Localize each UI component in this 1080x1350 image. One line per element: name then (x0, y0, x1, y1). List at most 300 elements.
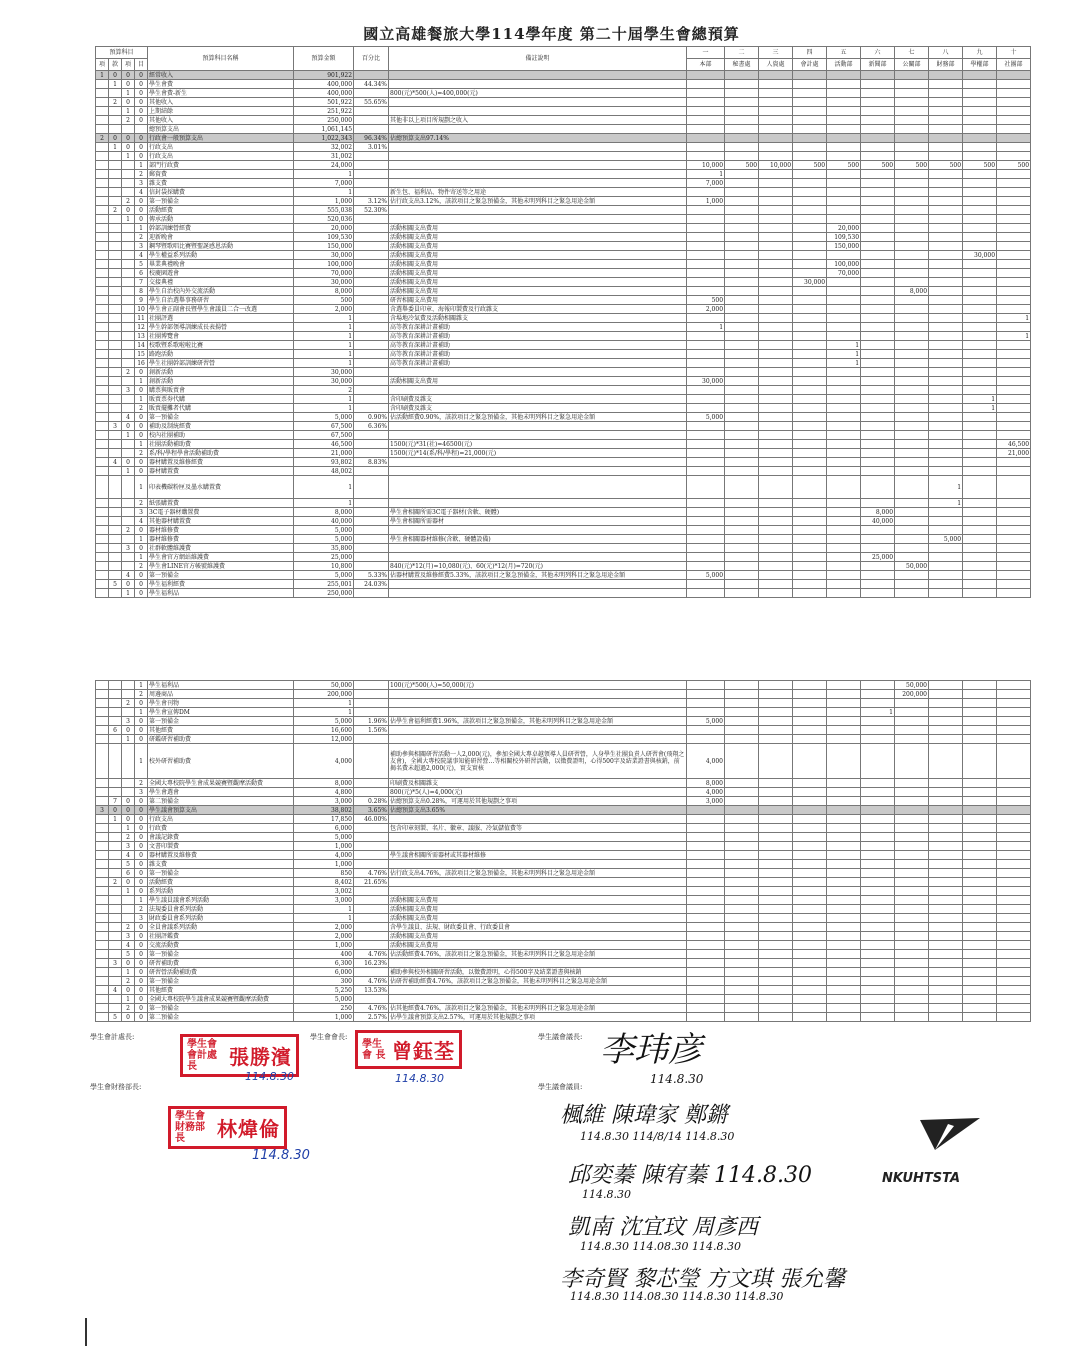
member-line-1: 楓維 陳瑋家 鄭鏘 (560, 1103, 728, 1128)
dept-amount-cell (793, 517, 827, 526)
dept-amount-cell (895, 440, 929, 449)
note-cell: 新生包、福利品、物件寄送等之用途 (389, 188, 687, 197)
dept-amount-cell (687, 395, 725, 404)
code-cell (109, 562, 122, 571)
note-cell: 活動相關支出費用 (389, 224, 687, 233)
dept-amount-cell (827, 717, 861, 726)
note-cell (389, 98, 687, 107)
code-cell: 1 (122, 968, 135, 977)
budget-row (96, 878, 1031, 887)
percent-cell (354, 179, 389, 188)
code-cell: 0 (135, 932, 148, 941)
dept-amount-cell (929, 89, 963, 98)
dept-amount-cell: 8,000 (861, 508, 895, 517)
note-cell (389, 125, 687, 134)
percent-cell (354, 161, 389, 170)
item-name-cell: 學生權益系列活動 (148, 251, 294, 260)
percent-cell (354, 359, 389, 368)
dept-amount-cell: 1 (963, 404, 997, 413)
dept-amount-cell (759, 449, 793, 458)
dept-amount-cell (793, 887, 827, 896)
dept-amount-cell (725, 708, 759, 717)
code-cell (109, 571, 122, 580)
note-cell: 其他非以上項目所規劃之收入 (389, 116, 687, 125)
dept-amount-cell (793, 395, 827, 404)
note-cell (389, 860, 687, 869)
dept-amount-cell (759, 788, 793, 797)
dept-amount-cell (793, 341, 827, 350)
code-cell (122, 914, 135, 923)
dept-amount-cell (759, 995, 793, 1004)
dept-amount-cell (759, 535, 793, 544)
code-cell (96, 941, 109, 950)
code-cell: 0 (122, 986, 135, 995)
code-cell (109, 242, 122, 251)
dept-amount-cell (861, 368, 895, 377)
item-name-cell: 鋼琴暨歌唱比賽暨聖誕感恩活動 (148, 242, 294, 251)
finance-date: 114.8.30 (252, 1148, 310, 1163)
dept-amount-cell (895, 860, 929, 869)
budget-row (96, 833, 1031, 842)
dept-amount-cell (963, 341, 997, 350)
dept-amount-cell (725, 125, 759, 134)
dept-amount-cell (963, 98, 997, 107)
dept-amount-cell (929, 923, 963, 932)
dept-amount-cell (895, 806, 929, 815)
dept-amount-cell (963, 779, 997, 788)
code-cell: 0 (135, 134, 148, 143)
percent-cell (354, 296, 389, 305)
dept-amount-cell (997, 242, 1031, 251)
dept-amount-cell (997, 278, 1031, 287)
dept-amount-cell (861, 296, 895, 305)
dept-amount-cell (929, 726, 963, 735)
budget-row (96, 278, 1031, 287)
code-cell: 0 (135, 368, 148, 377)
code-cell (109, 440, 122, 449)
dept-amount-cell (997, 708, 1031, 717)
percent-header: 百分比 (354, 47, 389, 71)
item-name-cell: 行政會一般預算支出 (148, 134, 294, 143)
dept-amount-cell (895, 413, 929, 422)
amount-cell: 30,000 (294, 377, 354, 386)
dept-amount-cell (861, 350, 895, 359)
dept-amount-cell (759, 977, 793, 986)
dept-amount-cell (861, 377, 895, 386)
dept-amount-cell (725, 260, 759, 269)
code-cell: 3 (122, 842, 135, 851)
dept-amount-cell (929, 580, 963, 589)
note-cell: 佔行政支出4.76%，該款項目之緊急預備金，其他未明列科目之緊急用途金額 (389, 869, 687, 878)
dept-amount-cell (725, 869, 759, 878)
dept-amount-cell (963, 449, 997, 458)
dept-amount-cell (929, 744, 963, 779)
item-name-cell: 其他經費 (148, 726, 294, 735)
dept-amount-cell (759, 296, 793, 305)
dept-amount-cell (827, 571, 861, 580)
budget-row (96, 116, 1031, 125)
dept-amount-cell (895, 314, 929, 323)
code-cell (122, 744, 135, 779)
code-cell: 0 (122, 726, 135, 735)
dept-amount-cell (827, 869, 861, 878)
code-cell: 0 (135, 1013, 148, 1022)
dept-amount-cell (687, 562, 725, 571)
note-header: 備註說明 (389, 47, 687, 71)
dept-amount-cell (793, 458, 827, 467)
code-cell: 0 (135, 544, 148, 553)
dept-amount-cell (963, 197, 997, 206)
percent-cell: 55.65% (354, 98, 389, 107)
item-name-cell: 器材維修費 (148, 526, 294, 535)
code-cell (96, 467, 109, 476)
code-cell: 11 (135, 314, 148, 323)
dept-amount-cell (861, 80, 895, 89)
dept-amount-cell (997, 170, 1031, 179)
dept-amount-cell (861, 535, 895, 544)
budget-row (96, 107, 1031, 116)
dept-amount-cell (725, 526, 759, 535)
dept-amount-cell (687, 152, 725, 161)
dept-amount-cell (827, 508, 861, 517)
dept-amount-cell (687, 143, 725, 152)
dept-amount-cell (793, 842, 827, 851)
dept-amount-cell: 1 (963, 395, 997, 404)
dept-amount-cell (929, 197, 963, 206)
dept-amount-cell (963, 508, 997, 517)
amount-cell: 32,002 (294, 143, 354, 152)
amount-cell: 70,000 (294, 269, 354, 278)
note-cell (389, 986, 687, 995)
dept-amount-cell (861, 404, 895, 413)
dept-amount-cell (759, 833, 793, 842)
percent-cell (354, 287, 389, 296)
dept-amount-cell (963, 125, 997, 134)
dept-amount-cell (963, 350, 997, 359)
dept-amount-cell (793, 553, 827, 562)
note-cell: 佔器材購置及維修經費5.33%，該款項目之緊急預備金，其他未明列科目之緊急用途金額 (389, 571, 687, 580)
dept-amount-cell (997, 977, 1031, 986)
code-cell: 2 (122, 923, 135, 932)
code-cell (96, 107, 109, 116)
amount-cell: 31,002 (294, 152, 354, 161)
dept-amount-cell (895, 215, 929, 224)
code-cell: 0 (135, 143, 148, 152)
dept-amount-cell (963, 215, 997, 224)
amount-cell: 1,061,145 (294, 125, 354, 134)
code-cell: 1 (122, 467, 135, 476)
dept-number-header: 五 (827, 47, 861, 59)
code-cell (109, 977, 122, 986)
budget-row (96, 431, 1031, 440)
dept-amount-cell (963, 368, 997, 377)
dept-amount-cell (827, 458, 861, 467)
code-cell: 0 (109, 806, 122, 815)
code-cell (109, 116, 122, 125)
dept-amount-cell (929, 842, 963, 851)
dept-amount-cell (725, 197, 759, 206)
dept-amount-cell (725, 726, 759, 735)
dept-amount-cell (725, 71, 759, 80)
amount-cell: 35,800 (294, 544, 354, 553)
code-cell (96, 314, 109, 323)
note-cell: 活動相關支出費用 (389, 251, 687, 260)
dept-amount-cell (687, 188, 725, 197)
dept-amount-cell (827, 941, 861, 950)
dept-amount-cell (793, 125, 827, 134)
code-cell (122, 251, 135, 260)
code-cell (96, 968, 109, 977)
dept-amount-cell (997, 995, 1031, 1004)
amount-cell: 150,000 (294, 242, 354, 251)
amount-cell: 1 (294, 914, 354, 923)
code-cell (109, 305, 122, 314)
code-cell (109, 744, 122, 779)
dept-amount-cell (725, 116, 759, 125)
code-cell (96, 959, 109, 968)
dept-amount-cell (895, 278, 929, 287)
code-cell: 0 (135, 80, 148, 89)
president-stamp-name: 曾鈺荃 (392, 1039, 455, 1063)
dept-amount-cell (793, 562, 827, 571)
dept-amount-cell (793, 977, 827, 986)
dept-amount-cell (725, 580, 759, 589)
dept-amount-cell (963, 833, 997, 842)
dept-amount-cell (895, 517, 929, 526)
dept-amount-cell (963, 851, 997, 860)
dept-amount-cell (759, 395, 793, 404)
dept-amount-cell (895, 449, 929, 458)
dept-amount-cell (963, 788, 997, 797)
dept-amount-cell (929, 779, 963, 788)
code-cell: 0 (122, 71, 135, 80)
dept-amount-cell (827, 544, 861, 553)
dept-amount-cell (687, 278, 725, 287)
amount-cell: 1 (294, 332, 354, 341)
percent-cell (354, 431, 389, 440)
dept-amount-cell (827, 851, 861, 860)
item-name-cell: 研鑑研習補助費 (148, 735, 294, 744)
code-cell: 0 (135, 726, 148, 735)
item-name-cell: 文書印製費 (148, 842, 294, 851)
dept-amount-cell (687, 341, 725, 350)
dept-amount-cell (861, 71, 895, 80)
dept-amount-cell (725, 815, 759, 824)
dept-amount-cell (827, 681, 861, 690)
code-cell: 1 (135, 476, 148, 499)
dept-amount-cell (997, 824, 1031, 833)
dept-amount-cell (895, 959, 929, 968)
dept-amount-cell: 5,000 (687, 413, 725, 422)
dept-amount-cell (963, 107, 997, 116)
dept-amount-cell (963, 332, 997, 341)
dept-name-header: 本部 (687, 59, 725, 71)
dept-name-header: 會計處 (793, 59, 827, 71)
dept-amount-cell (997, 224, 1031, 233)
dept-amount-cell (997, 499, 1031, 508)
dept-amount-cell (687, 905, 725, 914)
dept-amount-cell (793, 878, 827, 887)
dept-amount-cell (725, 968, 759, 977)
budget-row (96, 269, 1031, 278)
dept-amount-cell (759, 80, 793, 89)
code-cell (122, 188, 135, 197)
dept-amount-cell (725, 779, 759, 788)
item-name-cell: 行政費 (148, 824, 294, 833)
note-cell (389, 878, 687, 887)
amount-cell: 5,250 (294, 986, 354, 995)
percent-cell (354, 788, 389, 797)
note-cell: 活動相關支出費用 (389, 278, 687, 287)
code-cell: 3 (109, 422, 122, 431)
code-cell: 4 (122, 941, 135, 950)
dept-amount-cell (725, 517, 759, 526)
code-cell (96, 431, 109, 440)
item-name-cell: 校慶園遊會 (148, 269, 294, 278)
item-name-cell: 學生社團幹部訓練研習營 (148, 359, 294, 368)
dept-amount-cell (861, 314, 895, 323)
note-cell (389, 476, 687, 499)
code-cell: 1 (135, 440, 148, 449)
code-cell (109, 589, 122, 598)
note-cell: 100(元)*500(人)=50,000(元) (389, 681, 687, 690)
dept-amount-cell (793, 806, 827, 815)
dept-amount-cell (827, 125, 861, 134)
dept-amount-cell (827, 116, 861, 125)
dept-amount-cell (997, 923, 1031, 932)
code-cell (109, 278, 122, 287)
dept-amount-cell (861, 287, 895, 296)
dept-amount-cell (997, 905, 1031, 914)
budget-row (96, 449, 1031, 458)
code-cell: 5 (109, 580, 122, 589)
code-cell (122, 179, 135, 188)
dept-amount-cell: 500 (725, 161, 759, 170)
code-cell (122, 224, 135, 233)
dept-amount-cell (963, 517, 997, 526)
dept-amount-cell (997, 535, 1031, 544)
dept-amount-cell (997, 341, 1031, 350)
dept-amount-cell (963, 544, 997, 553)
dept-amount-cell (895, 779, 929, 788)
code-cell (122, 296, 135, 305)
dept-amount-cell: 500 (997, 161, 1031, 170)
code-cell (109, 708, 122, 717)
dept-amount-cell (759, 860, 793, 869)
speaker-signature: 李玮彦 (600, 1030, 702, 1070)
dept-amount-cell: 5,000 (687, 717, 725, 726)
dept-amount-cell (725, 1004, 759, 1013)
dept-amount-cell (827, 449, 861, 458)
budget-row (96, 242, 1031, 251)
dept-amount-cell: 150,000 (827, 242, 861, 251)
dept-amount-cell: 1 (861, 708, 895, 717)
dept-amount-cell (997, 467, 1031, 476)
dept-amount-cell (963, 735, 997, 744)
dept-amount-cell (861, 806, 895, 815)
members-label: 學生議會議員: (538, 1083, 583, 1091)
dept-amount-cell (793, 815, 827, 824)
dept-amount-cell (827, 197, 861, 206)
amount-cell: 6,300 (294, 959, 354, 968)
dept-amount-cell (997, 806, 1031, 815)
dept-amount-cell (687, 950, 725, 959)
percent-cell: 21.65% (354, 878, 389, 887)
dept-amount-cell (827, 314, 861, 323)
code-cell (96, 197, 109, 206)
dept-amount-cell (759, 323, 793, 332)
dept-amount-cell (861, 152, 895, 161)
dept-amount-cell (929, 305, 963, 314)
code-cell (96, 923, 109, 932)
item-name-cell: 器材購置及維修費 (148, 851, 294, 860)
note-cell (389, 179, 687, 188)
dept-amount-cell (827, 842, 861, 851)
code-cell (109, 332, 122, 341)
code-cell (96, 735, 109, 744)
item-name-cell: 會議記錄費 (148, 833, 294, 842)
dept-amount-cell (861, 878, 895, 887)
percent-cell (354, 887, 389, 896)
dept-amount-cell (759, 224, 793, 233)
dept-amount-cell (997, 296, 1031, 305)
budget-row (96, 571, 1031, 580)
code-cell (122, 377, 135, 386)
dept-amount-cell (895, 986, 929, 995)
dept-amount-cell (793, 467, 827, 476)
dept-amount-cell (963, 932, 997, 941)
dept-amount-cell (759, 278, 793, 287)
dept-amount-cell (725, 499, 759, 508)
dept-number-header: 三 (759, 47, 793, 59)
code-cell (96, 726, 109, 735)
code-cell (122, 499, 135, 508)
dept-amount-cell (827, 896, 861, 905)
dept-amount-cell: 30,000 (687, 377, 725, 386)
dept-amount-cell (963, 152, 997, 161)
dept-amount-cell (793, 851, 827, 860)
code-cell: 0 (135, 458, 148, 467)
dept-amount-cell (793, 708, 827, 717)
code-cell: 0 (135, 986, 148, 995)
amount-cell: 3,000 (294, 797, 354, 806)
note-cell (389, 699, 687, 708)
dept-amount-cell (827, 589, 861, 598)
item-name-cell: 行政支出 (148, 152, 294, 161)
amount-cell: 30,000 (294, 278, 354, 287)
dept-amount-cell: 5,000 (929, 535, 963, 544)
dept-amount-cell (861, 116, 895, 125)
dept-amount-cell (793, 188, 827, 197)
code-cell (122, 404, 135, 413)
percent-cell (354, 188, 389, 197)
dept-amount-cell (895, 359, 929, 368)
dept-amount-cell (861, 544, 895, 553)
dept-amount-cell (827, 968, 861, 977)
dept-amount-cell (827, 404, 861, 413)
dept-amount-cell (861, 968, 895, 977)
dept-amount-cell (963, 699, 997, 708)
note-cell (389, 833, 687, 842)
amount-cell: 2,000 (294, 923, 354, 932)
item-name-cell: 學生自治校內外交流活動 (148, 287, 294, 296)
percent-cell: 4.76% (354, 977, 389, 986)
code-cell: 2 (109, 206, 122, 215)
code-cell (96, 699, 109, 708)
code-cell: 0 (135, 968, 148, 977)
dept-amount-cell (827, 995, 861, 1004)
dept-amount-cell (895, 535, 929, 544)
